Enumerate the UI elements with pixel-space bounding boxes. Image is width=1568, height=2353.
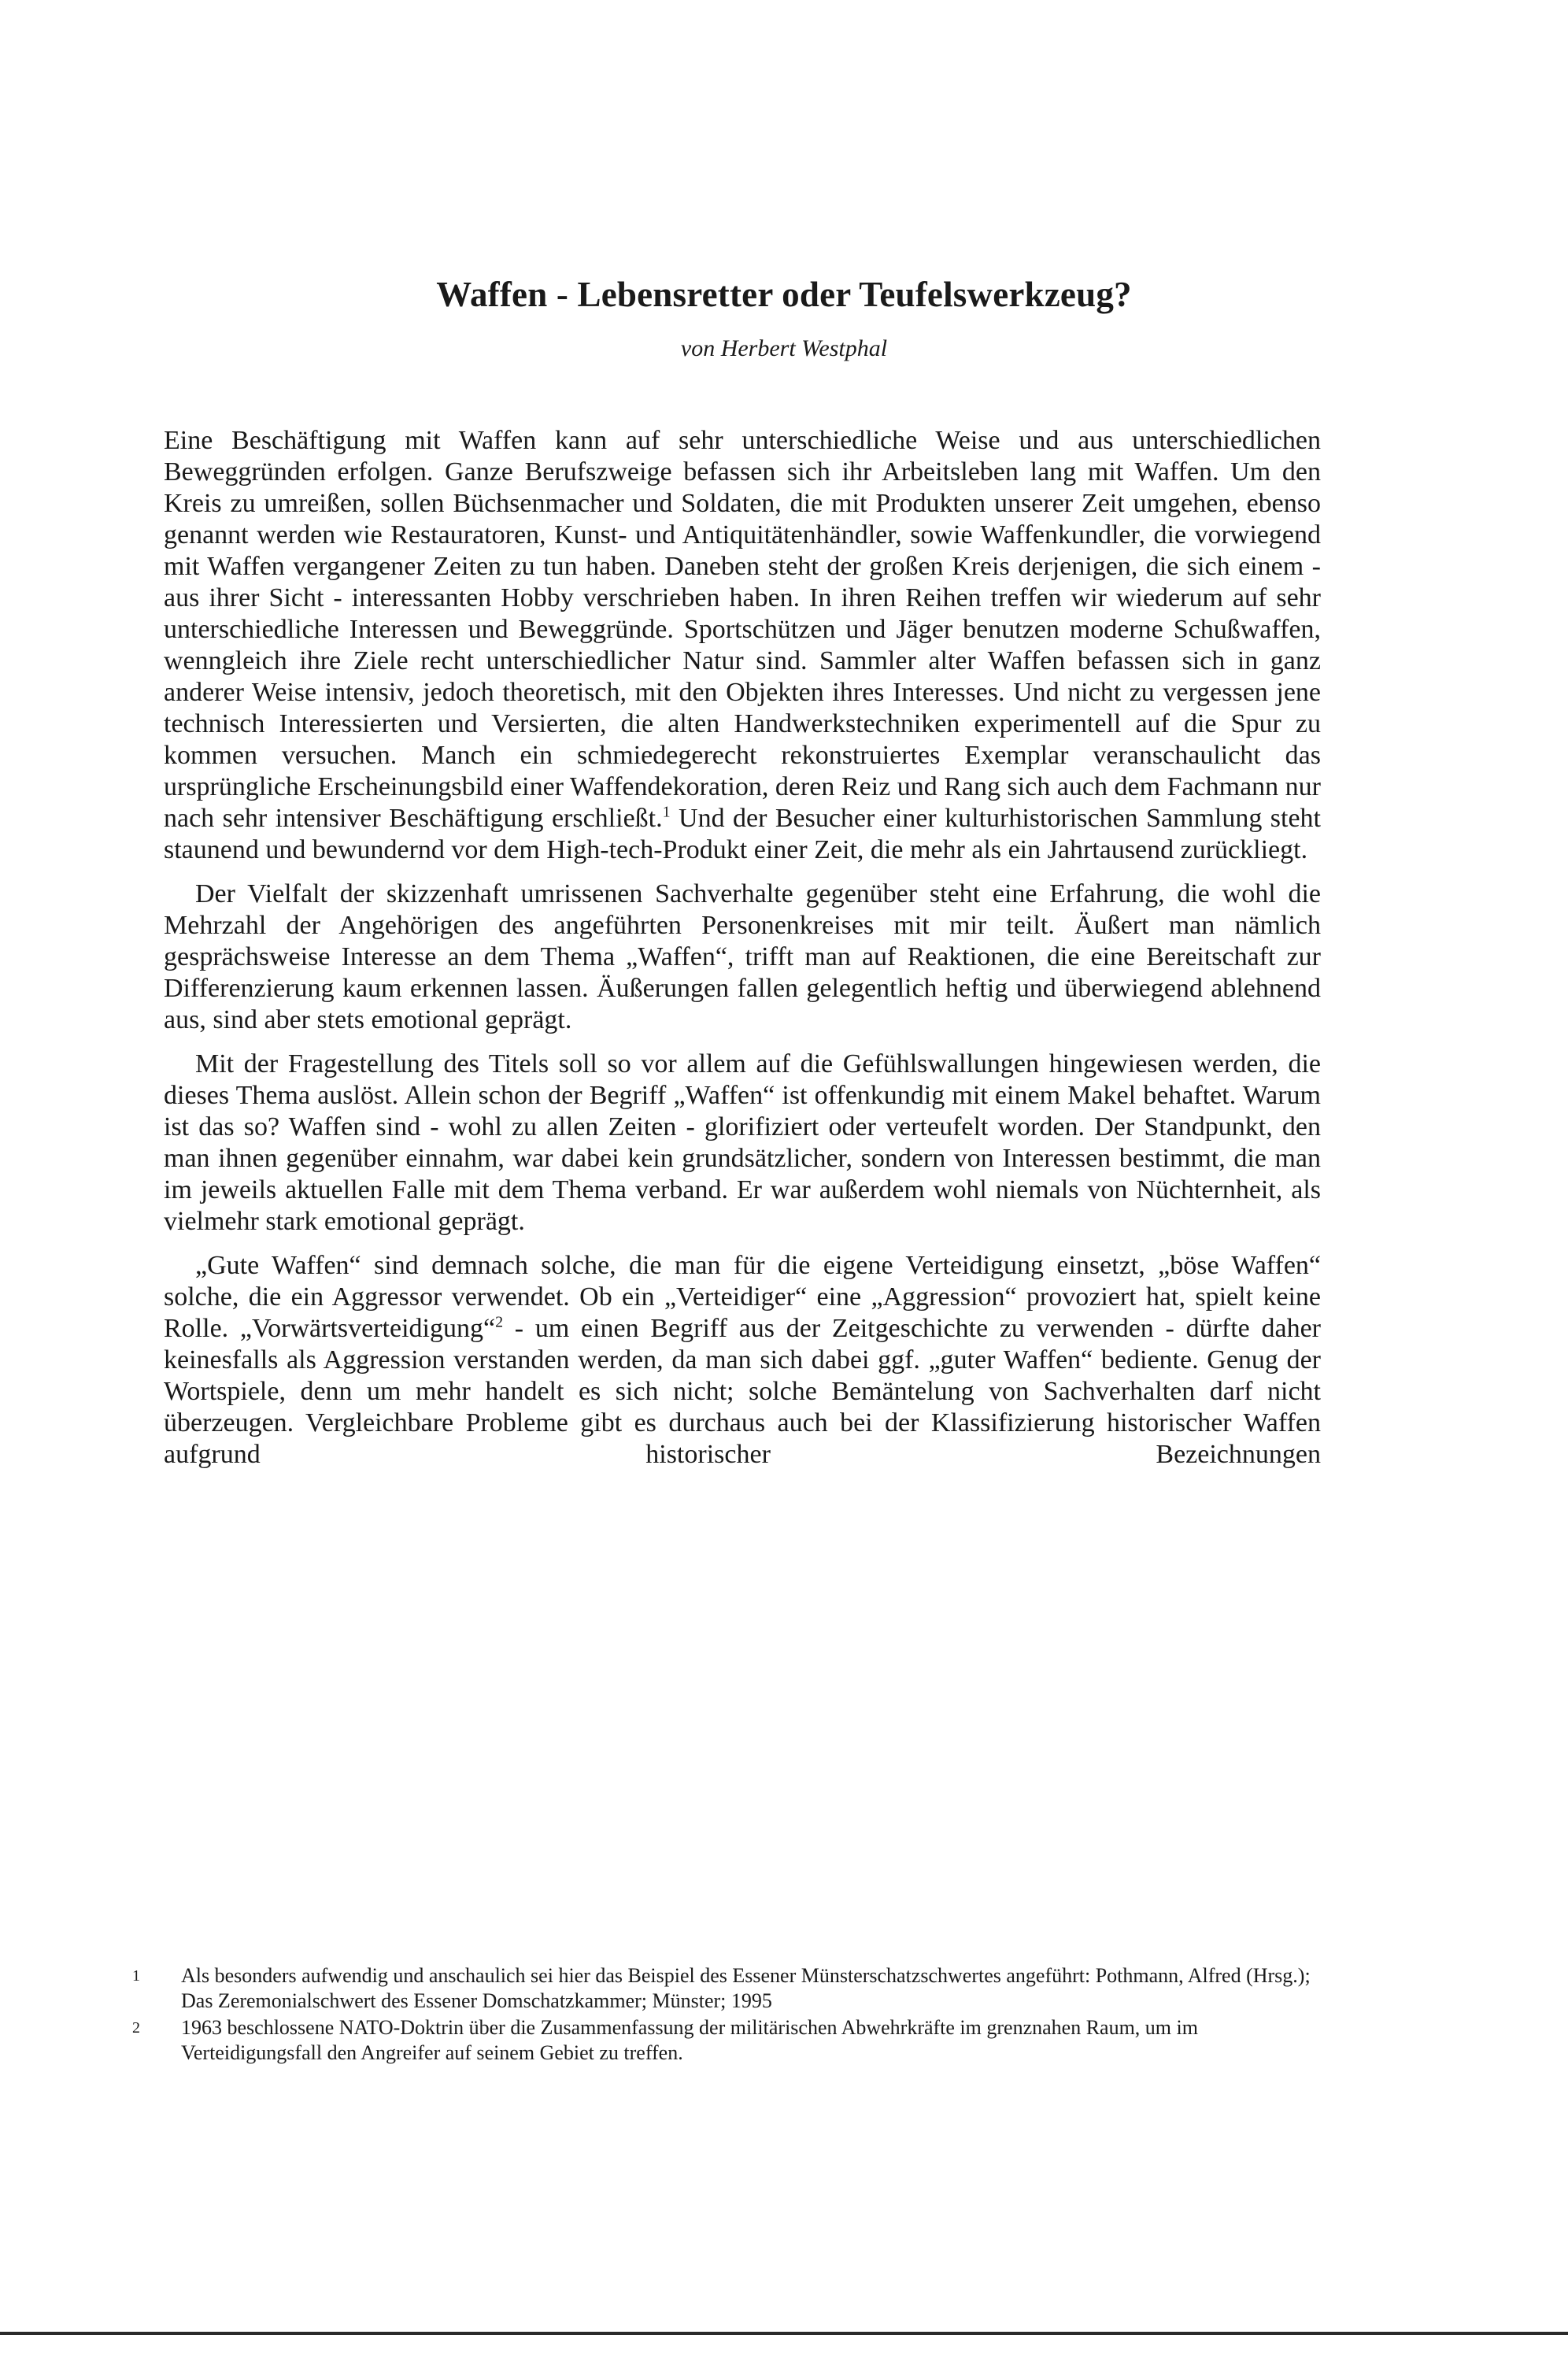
footnote-text: Als besonders aufwendig und anschaulich sei hier das Beispiel des Essener Münsterschatzschwertes angeführt: Pothmann, Alfred (Hrsg.); Das Zeremonialschwert des Essener Domschatzkammer; Münster; 1995 <box>181 1964 1311 2012</box>
article-body <box>164 425 1321 1483</box>
paragraph-2: Der Vielfalt der skizzenhaft umrissenen Sachverhalte gegenüber steht eine Erfahrung, die wohl die Mehrzahl der Angehörigen des angeführten Personenkreises mit mir teilt. Äußert man nämlich gesprächsweise Interesse an dem Thema „Waffen“, trifft man auf Reaktionen, die eine Bereitschaft zur Differenzierung kaum erkennen lassen. Äußerungen fallen gelegentlich heftig und überwiegend ablehnend aus, sind aber stets emotional geprägt. <box>164 879 1321 1034</box>
article-title: Waffen - Lebensretter oder Teufelswerkzeug? <box>436 275 1132 314</box>
footnote-number: 2 <box>132 2019 140 2037</box>
paragraph-3: Mit der Fragestellung des Titels soll so vor allem auf die Gefühlswallungen hingewiesen werden, die dieses Thema auslöst. Allein schon der Begriff „Waffen“ ist offenkundig mit einem Makel behaftet. Warum ist das so? Waffen sind - wohl zu allen Zeiten - glorifiziert oder verteufelt worden. Der Standpunkt, den man ihnen gegenüber einnahm, war dabei kein grundsätzlicher, sondern von Interessen bestimmt, die man im jeweils aktuellen Falle mit dem Thema verband. Er war außerdem wohl niemals von Nüchternheit, als vielmehr stark emotional geprägt. <box>164 1049 1321 1236</box>
paragraph-text: Eine Beschäftigung mit Waffen kann auf sehr unterschiedliche Weise und aus unterschiedlichen Beweggründen erfolgen. Ganze Berufszweige befassen sich ihr Arbeitsleben lang mit Waffen. Um den Kreis zu umreißen, sollen Büchsenmacher und Soldaten, die mit Produkten unserer Zeit umgehen, ebenso genannt werden wie Restauratoren, Kunst- und Antiquitätenhändler, sowie Waffenkundler, die vorwiegend mit Waffen vergangener Zeiten zu tun haben. Daneben steht der großen Kreis derjenigen, die sich einem - aus ihrer Sicht - interessanten Hobby verschrieben haben. In ihren Reihen treffen wir wiederum auf sehr unterschiedliche Interessen und Beweggründe. Sportschützen und Jäger benutzen moderne Schußwaffen, wenngleich ihre Ziele recht unterschiedlicher Natur sind. Sammler alter Waffen befassen sich in ganz anderer Weise intensiv, jedoch theoretisch, mit den Objekten ihres Interesses. Und nicht zu vergessen jene technisch Interessierten und Versierten, die alten Handwerkstechniken experimentell auf die Spur zu kommen versuchen. Manch ein schmiedegerecht rekonstruiertes Exemplar veranschaulicht das ursprüngliche Erscheinungsbild einer Waffendekoration, deren Reiz und Rang sich auch dem Fachmann nur nach sehr intensiver Beschäftigung erschließt. <box>164 426 1321 833</box>
footnote-number: 1 <box>132 1967 140 1985</box>
paragraph-text: - um einen Begriff aus der Zeitgeschichte zu verwenden - dürfte daher keinesfalls als Aggression verstanden werden, da man sich dabei ggf. „guter Waffen“ bediente. Genug der Wortspiele, denn um mehr handelt es sich nicht; solche Bemäntelung von Sachverhalten darf nicht überzeugen. Vergleichbare Probleme gibt es durchaus auch bei der Klassifizierung historischer Waffen aufgrund historischer Bezeichnungen <box>164 1314 1322 1469</box>
footnote-2 <box>132 2015 1321 2066</box>
paragraph-1 <box>164 425 1321 866</box>
paragraph-4 <box>164 1250 1321 1471</box>
footnote-1 <box>132 1963 1321 2014</box>
paragraph-text: Und der Besucher einer kulturhistorischen Sammlung steht staunend und bewundernd vor dem High-tech-Produkt einer Zeit, die mehr als ein Jahrtausend zurückliegt. <box>164 804 1322 864</box>
footnote-text: 1963 beschlossene NATO-Doktrin über die Zusammenfassung der militärischen Abwehrkräfte im grenznahen Raum, um im Verteidigungsfall den Angreifer auf seinem Gebiet zu treffen. <box>181 2016 1198 2064</box>
footnote-ref-2[interactable]: 2 <box>495 1313 504 1331</box>
footnote-ref-1[interactable]: 1 <box>662 803 671 821</box>
article-author: von Herbert Westphal <box>680 335 888 361</box>
footnotes <box>132 1963 1321 2067</box>
paragraph-text: „Gute Waffen“ sind demnach solche, die man für die eigene Verteidigung einsetzt, „böse Waffen“ solche, die ein Aggressor verwendet. Ob ein „Verteidiger“ eine „Aggression“ provoziert hat, spielt keine Rolle. „Vorwärtsverteidigung“ <box>164 1251 1321 1343</box>
page-bottom-rule <box>0 2332 1568 2335</box>
